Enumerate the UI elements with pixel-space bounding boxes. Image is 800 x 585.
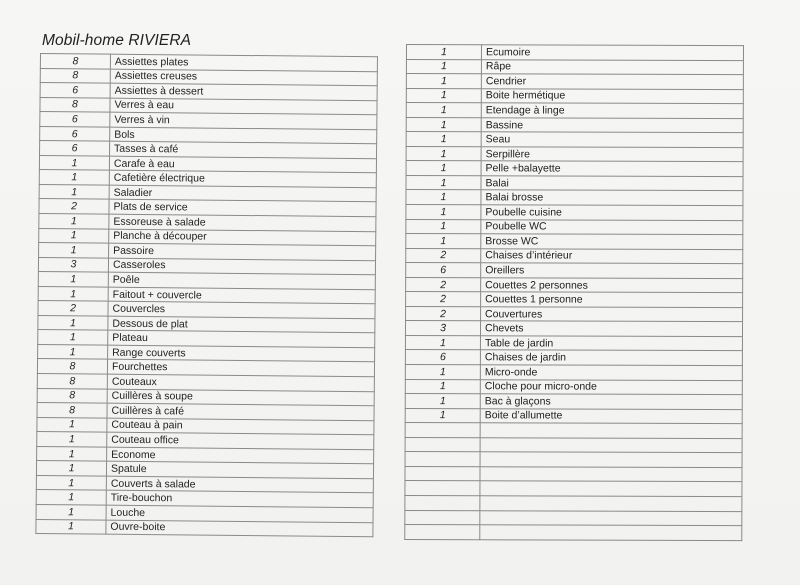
item-name-cell: Ecumoire <box>481 45 743 60</box>
quantity-cell: 6 <box>406 263 481 278</box>
item-name-cell: Spatule <box>106 461 373 478</box>
item-name-cell: Casseroles <box>108 258 375 275</box>
table-row <box>406 205 743 221</box>
quantity-cell: 1 <box>406 88 481 103</box>
quantity-cell: 1 <box>406 205 481 220</box>
table-row <box>405 365 742 381</box>
table-row <box>406 292 743 308</box>
quantity-cell: 8 <box>40 97 110 112</box>
quantity-cell: 2 <box>406 248 481 263</box>
item-name-cell: Cendrier <box>481 74 743 89</box>
item-name-cell: Fourchettes <box>107 360 374 377</box>
quantity-cell: 3 <box>405 321 480 336</box>
table-row <box>406 234 743 250</box>
quantity-cell: 1 <box>39 243 109 258</box>
quantity-cell: 2 <box>406 277 481 292</box>
item-name-cell: Cloche pour micro-onde <box>480 379 742 394</box>
quantity-cell: 1 <box>39 155 109 170</box>
quantity-cell: 8 <box>40 68 110 83</box>
item-name-cell: Saladier <box>109 185 376 202</box>
quantity-cell: 1 <box>39 228 109 243</box>
quantity-cell: 1 <box>36 519 106 534</box>
item-name-cell: Assiettes creuses <box>110 69 377 86</box>
table-row <box>406 161 743 177</box>
table-row <box>406 190 743 206</box>
item-name-cell: Econome <box>107 447 374 464</box>
quantity-cell: 1 <box>406 103 481 118</box>
quantity-cell <box>405 423 480 438</box>
quantity-cell: 1 <box>406 175 481 190</box>
quantity-cell: 8 <box>37 359 107 374</box>
table-row <box>406 277 743 293</box>
quantity-cell: 1 <box>406 74 481 89</box>
quantity-cell: 1 <box>39 214 109 229</box>
item-name-cell: Etendage à linge <box>481 103 743 118</box>
item-name-cell <box>480 452 742 467</box>
table-row <box>406 117 743 133</box>
table-row <box>405 408 742 424</box>
inventory-table-right <box>404 44 744 541</box>
quantity-cell: 2 <box>406 292 481 307</box>
item-name-cell <box>480 438 742 453</box>
item-name-cell: Cafetière électrique <box>109 171 376 188</box>
quantity-cell: 1 <box>38 315 108 330</box>
item-name-cell: Couteau à pain <box>107 418 374 435</box>
quantity-cell: 1 <box>39 184 109 199</box>
quantity-cell: 6 <box>405 350 480 365</box>
item-name-cell: Plats de service <box>109 200 376 217</box>
quantity-cell: 6 <box>40 126 110 141</box>
item-name-cell: Passoire <box>109 243 376 260</box>
quantity-cell <box>405 452 480 467</box>
page-title: Mobil-home RIVIERA <box>42 32 192 49</box>
quantity-cell: 8 <box>37 403 107 418</box>
item-name-cell: Poêle <box>108 272 375 289</box>
quantity-cell: 1 <box>406 190 481 205</box>
quantity-cell: 2 <box>38 301 108 316</box>
quantity-cell: 1 <box>406 234 481 249</box>
item-name-cell: Balai brosse <box>481 190 743 205</box>
quantity-cell: 1 <box>36 490 106 505</box>
quantity-cell: 8 <box>40 54 110 69</box>
quantity-cell <box>405 437 480 452</box>
item-name-cell: Oreillers <box>481 263 743 278</box>
table-row <box>405 510 742 526</box>
quantity-cell: 1 <box>38 286 108 301</box>
quantity-cell: 6 <box>40 112 110 127</box>
quantity-cell: 1 <box>406 146 481 161</box>
table-row <box>405 466 742 482</box>
item-name-cell: Pelle +balayette <box>481 161 743 176</box>
item-name-cell: Couvertures <box>481 307 743 322</box>
inventory-table-left <box>35 53 378 537</box>
item-name-cell: Table de jardin <box>480 336 742 351</box>
item-name-cell <box>480 525 742 540</box>
quantity-cell <box>405 510 480 525</box>
item-name-cell: Brosse WC <box>481 234 743 249</box>
table-row <box>406 103 743 119</box>
table-row <box>405 350 742 366</box>
quantity-cell: 1 <box>406 132 481 147</box>
item-name-cell: Couvercles <box>108 301 375 318</box>
item-name-cell: Carafe à eau <box>109 156 376 173</box>
table-row <box>405 495 742 511</box>
item-name-cell: Poubelle WC <box>481 219 743 234</box>
quantity-cell: 1 <box>406 161 481 176</box>
quantity-cell: 2 <box>406 306 481 321</box>
item-name-cell <box>480 423 742 438</box>
quantity-cell: 1 <box>36 461 106 476</box>
item-name-cell: Faitout + couvercle <box>108 287 375 304</box>
quantity-cell: 1 <box>39 170 109 185</box>
quantity-cell: 1 <box>405 379 480 394</box>
quantity-cell: 1 <box>405 335 480 350</box>
table-row <box>405 394 742 410</box>
item-name-cell: Serpillère <box>481 147 743 162</box>
quantity-cell <box>405 466 480 481</box>
item-name-cell: Assiettes plates <box>110 54 377 71</box>
table-row <box>405 379 742 395</box>
quantity-cell: 1 <box>36 504 106 519</box>
quantity-cell <box>405 525 480 540</box>
item-name-cell: Couettes 1 personne <box>481 292 743 307</box>
table-row <box>405 437 742 453</box>
table-row <box>405 525 742 541</box>
item-name-cell: Bols <box>110 127 377 144</box>
quantity-cell: 1 <box>406 45 481 60</box>
table-row <box>406 175 743 191</box>
quantity-cell: 1 <box>37 432 107 447</box>
item-name-cell: Couverts à salade <box>106 476 373 493</box>
quantity-cell: 1 <box>38 272 108 287</box>
item-name-cell: Plateau <box>108 331 375 348</box>
item-name-cell: Bassine <box>481 117 743 132</box>
item-name-cell <box>480 481 742 496</box>
item-name-cell: Assiettes à dessert <box>110 83 377 100</box>
table-row <box>406 132 743 148</box>
quantity-cell: 8 <box>37 388 107 403</box>
table-row <box>36 519 373 537</box>
quantity-cell: 6 <box>40 83 110 98</box>
quantity-cell <box>405 481 480 496</box>
quantity-cell: 1 <box>406 219 481 234</box>
table-row <box>406 74 743 90</box>
item-name-cell: Cuillères à café <box>107 403 374 420</box>
quantity-cell: 1 <box>36 475 106 490</box>
item-name-cell: Tire-bouchon <box>106 491 373 508</box>
item-name-cell: Chevets <box>480 321 742 336</box>
item-name-cell: Micro-onde <box>480 365 742 380</box>
table-row <box>406 219 743 235</box>
item-name-cell: Verres à vin <box>110 112 377 129</box>
table-row <box>406 248 743 264</box>
item-name-cell: Boite hermétique <box>481 88 743 103</box>
quantity-cell <box>405 495 480 510</box>
item-name-cell: Range couverts <box>108 345 375 362</box>
table-row <box>406 263 743 279</box>
quantity-cell: 6 <box>40 141 110 156</box>
item-name-cell: Couettes 2 personnes <box>481 278 743 293</box>
item-name-cell <box>480 510 742 525</box>
quantity-cell: 1 <box>406 117 481 132</box>
quantity-cell: 1 <box>405 365 480 380</box>
item-name-cell: Chaises de jardin <box>480 350 742 365</box>
quantity-cell: 3 <box>38 257 108 272</box>
table-row <box>406 306 743 322</box>
quantity-cell: 1 <box>37 417 107 432</box>
item-name-cell: Chaises d’intérieur <box>481 248 743 263</box>
item-name-cell: Louche <box>106 505 373 522</box>
item-name-cell: Râpe <box>481 59 743 74</box>
quantity-cell: 1 <box>406 59 481 74</box>
table-row <box>406 45 743 61</box>
table-row <box>405 335 742 351</box>
item-name-cell: Tasses à café <box>110 141 377 158</box>
table-row <box>405 452 742 468</box>
item-name-cell: Boite d’allumette <box>480 408 742 423</box>
item-name-cell: Dessous de plat <box>108 316 375 333</box>
quantity-cell: 1 <box>38 330 108 345</box>
item-name-cell: Planche à découper <box>109 229 376 246</box>
table-row <box>405 321 742 337</box>
item-name-cell: Essoreuse à salade <box>109 214 376 231</box>
table-row <box>405 481 742 497</box>
item-name-cell: Balai <box>481 176 743 191</box>
item-name-cell: Poubelle cuisine <box>481 205 743 220</box>
quantity-cell: 1 <box>37 446 107 461</box>
quantity-cell: 1 <box>405 408 480 423</box>
quantity-cell: 1 <box>38 344 108 359</box>
item-name-cell <box>480 496 742 511</box>
item-name-cell: Couteau office <box>107 432 374 449</box>
item-name-cell: Bac à glaçons <box>480 394 742 409</box>
table-row <box>406 88 743 104</box>
item-name-cell <box>480 467 742 482</box>
table-row <box>406 59 743 75</box>
quantity-cell: 1 <box>405 394 480 409</box>
item-name-cell: Cuillères à soupe <box>107 389 374 406</box>
table-row <box>405 423 742 439</box>
item-name-cell: Seau <box>481 132 743 147</box>
quantity-cell: 2 <box>39 199 109 214</box>
item-name-cell: Verres à eau <box>110 98 377 115</box>
item-name-cell: Ouvre-boite <box>106 520 373 537</box>
quantity-cell: 8 <box>37 374 107 389</box>
table-row <box>406 146 743 162</box>
item-name-cell: Couteaux <box>107 374 374 391</box>
